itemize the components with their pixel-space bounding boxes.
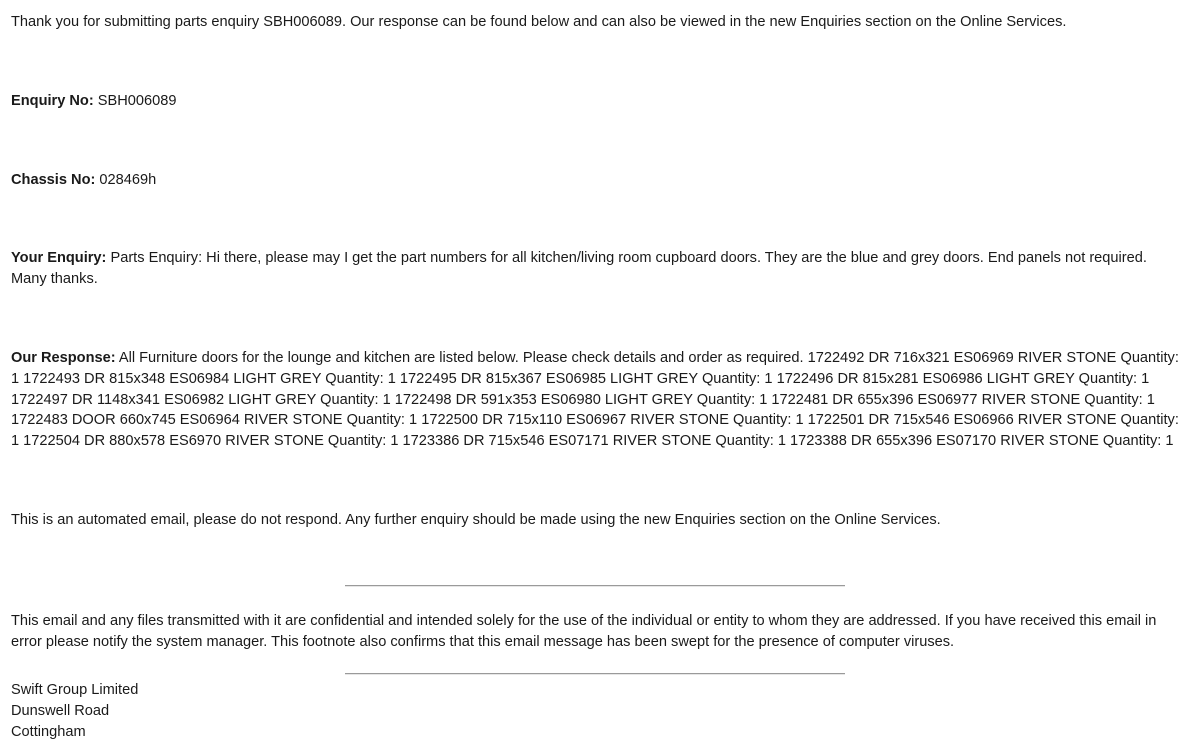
your-enquiry-row bbox=[11, 248, 1181, 290]
divider-line bbox=[345, 673, 845, 675]
enquiry-no-label: Enquiry No: bbox=[11, 92, 94, 109]
spacer bbox=[11, 33, 1181, 91]
divider-bottom bbox=[345, 673, 845, 677]
our-response-row bbox=[11, 348, 1181, 452]
enquiry-no-row bbox=[11, 91, 1181, 112]
email-body bbox=[11, 12, 1181, 531]
divider-top bbox=[345, 585, 845, 589]
chassis-no-label: Chassis No: bbox=[11, 171, 96, 188]
spacer bbox=[11, 452, 1181, 510]
your-enquiry-label: Your Enquiry: bbox=[11, 250, 107, 267]
address-line-town: Cottingham bbox=[11, 723, 86, 740]
address-line-street: Dunswell Road bbox=[11, 702, 110, 719]
spacer bbox=[11, 112, 1181, 170]
chassis-no-row bbox=[11, 170, 1181, 191]
automated-notice: This is an automated email, please do not respond. Any further enquiry should be made using the new Enquiries section on the Online Services. bbox=[11, 511, 941, 528]
address-block bbox=[11, 680, 1181, 742]
your-enquiry-value: Parts Enquiry: Hi there, please may I get the part numbers for all kitchen/living room cupboard doors. They are the blue and grey doors. End panels not required. Many thanks. bbox=[11, 250, 1147, 288]
intro-text: Thank you for submitting parts enquiry SBH006089. Our response can be found below and can also be viewed in the new Enquiries section on the Online Services. bbox=[11, 14, 1067, 30]
our-response-label: Our Response: bbox=[11, 349, 116, 366]
divider-line bbox=[345, 585, 845, 587]
spacer bbox=[11, 290, 1181, 348]
enquiry-no-value: SBH006089 bbox=[97, 92, 177, 109]
spacer bbox=[11, 190, 1181, 248]
disclaimer-block bbox=[11, 611, 1181, 653]
address-line-company: Swift Group Limited bbox=[11, 682, 139, 698]
our-response-value: All Furniture doors for the lounge and kitchen are listed below. Please check details and order as required. 1722492 DR 716x321 ES06969 RIVER STONE Quantity: 1 1722493 DR 815x348 ES06984 LIGHT GREY Quantity: 1 1722495 DR 815x367 ES06985 LIGHT GREY Quantity: 1 1722496 DR 815x281 ES06986 LIGHT GREY Quantity: 1 1722497 DR 1148x341 ES06982 LIGHT GREY Quantity: 1 1722498 DR 591x353 ES06980 LIGHT GREY Quantity: 1 1722481 DR 655x396 ES06977 RIVER STONE Quantity: 1 1722483 DOOR 660x745 ES06964 RIVER STONE Quantity: 1 1722500 DR 715x110 ES06967 RIVER STONE Quantity: 1 1722501 DR 715x546 ES06966 RIVER STONE Quantity: 1 1722504 DR 880x578 ES6970 RIVER STONE Quantity: 1 1723386 DR 715x546 ES07171 RIVER STONE Quantity: 1 1723388 DR 655x396 ES07170 RIVER STONE Quantity: 1 bbox=[11, 349, 1179, 450]
chassis-no-value: 028469h bbox=[99, 171, 157, 188]
disclaimer-text: This email and any files transmitted with it are confidential and intended solely for the use of the individual or entity to whom they are addressed. If you have received this email in error please notify the system manager. This footnote also confirms that this email message has been swept for the presence of computer viruses. bbox=[11, 613, 1157, 650]
